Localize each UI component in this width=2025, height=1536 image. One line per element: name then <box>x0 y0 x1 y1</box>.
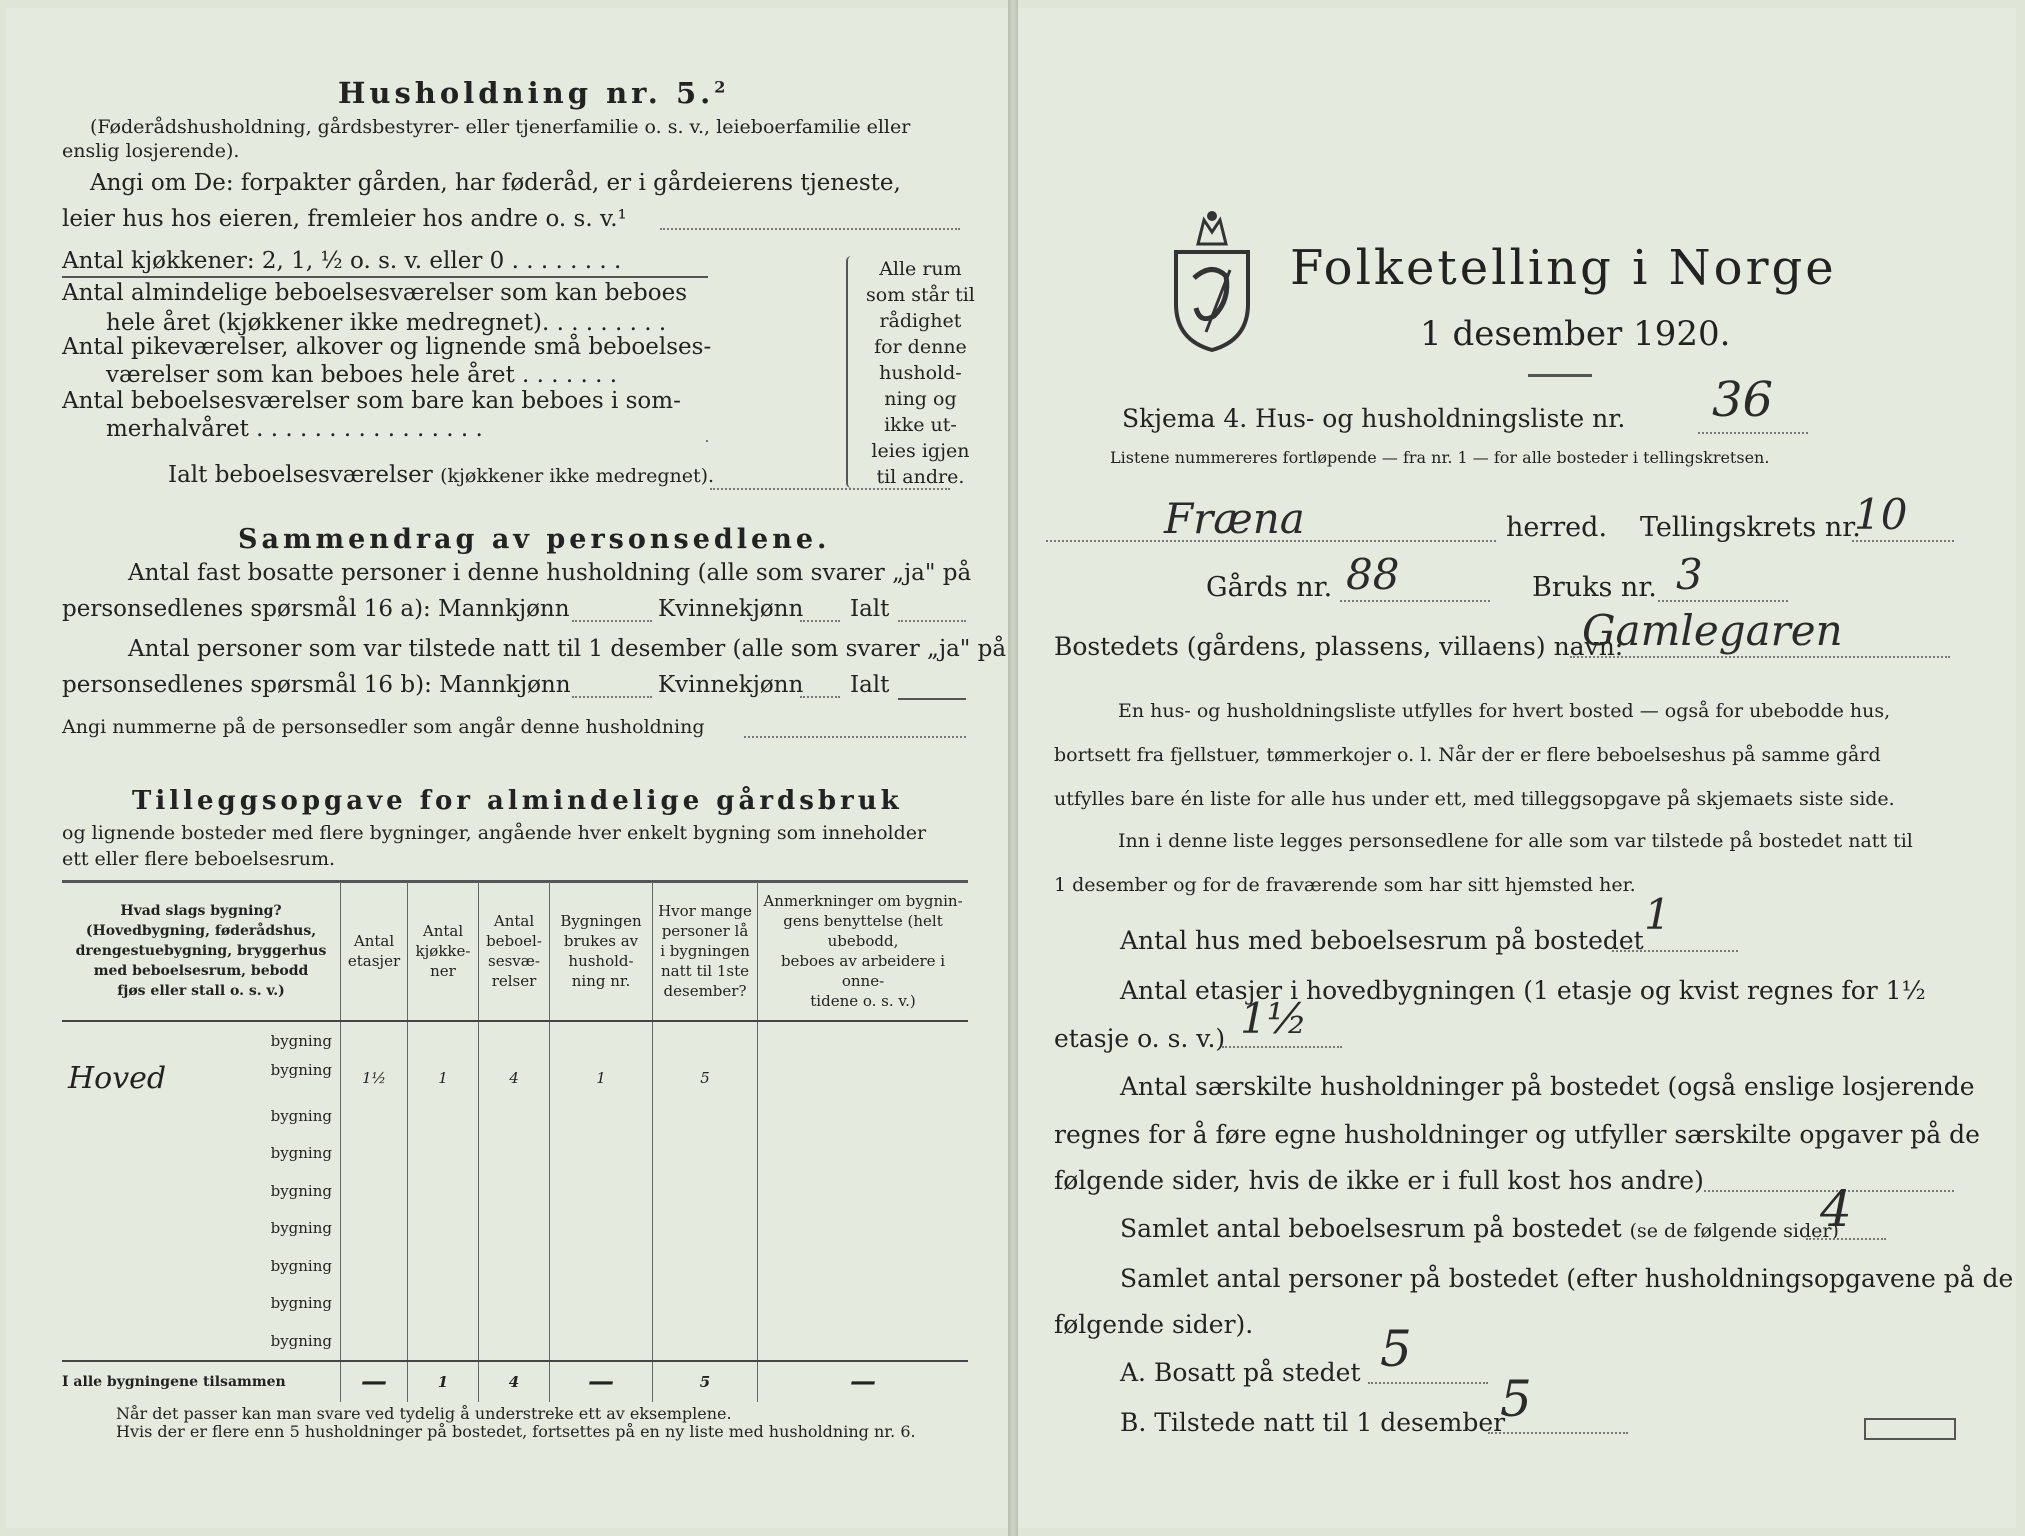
table-cell[interactable] <box>758 1135 969 1173</box>
q-etasjer-2: etasje o. s. v.) <box>1054 1024 1226 1053</box>
building-type-value: Hoved <box>68 1060 167 1096</box>
summary-kvinne-1: Kvinnekjønn <box>658 596 804 622</box>
bosted-label: Bostedets (gårdens, plassens, villaens) navn: <box>1054 632 1624 661</box>
table-row <box>62 1172 968 1210</box>
summary-line-4: personsedlenes spørsmål 16 b): Mannkjønn <box>62 672 571 698</box>
table-cell[interactable] <box>550 1322 653 1361</box>
col-header-vaerelser: Antal beboel- sesvæ- relser <box>479 882 550 1021</box>
summary-line-3: Antal personer som var tilstede natt til 1 desember (alle som svarer „ja" på <box>128 636 1007 662</box>
rooms-line-3: hele året (kjøkkener ikke medregnet). . . . . . . . . <box>106 310 667 336</box>
table-cell[interactable] <box>408 1135 479 1173</box>
herred-name[interactable]: Fræna <box>1164 494 1305 543</box>
rooms-line-2: Antal almindelige beboelsesværelser som kan beboes <box>62 280 688 306</box>
table-cell[interactable] <box>550 1172 653 1210</box>
q-hush-3: følgende sider, hvis de ikke er i full kost hos andre) <box>1054 1166 1704 1195</box>
summary-ialt-1: Ialt <box>850 596 890 622</box>
table-cell[interactable] <box>479 1322 550 1361</box>
table-cell[interactable] <box>758 1285 969 1323</box>
building-type-cell[interactable] <box>62 1021 341 1060</box>
page-fold <box>1008 0 1018 1536</box>
table-cell[interactable] <box>653 1210 758 1248</box>
building-type-cell[interactable] <box>62 1247 341 1285</box>
table-cell[interactable]: 1 <box>408 1060 479 1098</box>
summary-line-2: personsedlenes spørsmål 16 a): Mannkjønn <box>62 596 570 622</box>
skjema-label: Skjema 4. Hus- og husholdningsliste nr. <box>1122 404 1626 433</box>
col-header-type: Hvad slags bygning? (Hovedbygning, føderådshus, drengestuebygning, bryggerhus med beboelsesrum, bebodd fjøs eller stall o. s. v.) <box>62 882 341 1021</box>
right-page <box>1016 8 2016 1528</box>
col-header-personer: Hvor mange personer lå i bygningen natt til 1ste desember? <box>653 882 758 1021</box>
building-type-cell[interactable] <box>62 1060 341 1098</box>
total-husholdning: — <box>550 1361 653 1402</box>
para1-line-3: utfylles bare én liste for alle hus under ett, med tilleggsopgave på skjemaets siste side. <box>1054 788 1895 810</box>
tillegg-line-1: og lignende bosteder med flere bygninger, angående hver enkelt bygning som inneholder <box>62 822 927 844</box>
table-cell[interactable] <box>479 1021 550 1060</box>
building-type-cell[interactable] <box>62 1285 341 1323</box>
building-label: bygning <box>270 1294 332 1313</box>
table-cell[interactable] <box>408 1021 479 1060</box>
q-hush-2: regnes for å føre egne husholdninger og utfyller særskilte opgaver på de <box>1054 1120 1980 1149</box>
table-cell[interactable] <box>653 1247 758 1285</box>
brace <box>846 256 851 488</box>
q-etasjer-1: Antal etasjer i hovedbygningen (1 etasje og kvist regnes for 1½ <box>1120 976 1926 1005</box>
table-cell[interactable] <box>408 1322 479 1361</box>
total-personer: 5 <box>653 1361 758 1402</box>
table-cell[interactable] <box>341 1097 408 1135</box>
total-etasjer: — <box>341 1361 408 1402</box>
bosted-navn[interactable]: Gamlegaren <box>1582 606 1843 655</box>
table-cell[interactable] <box>479 1135 550 1173</box>
table-row <box>62 1097 968 1135</box>
table-cell[interactable] <box>550 1210 653 1248</box>
para2-line-2: 1 desember og for de fraværende som har sitt hjemsted her. <box>1054 874 1636 896</box>
table-cell[interactable] <box>653 1135 758 1173</box>
para1-line-1: En hus- og husholdningsliste utfylles for hvert bosted — også for ubebodde hus, <box>1118 700 1891 722</box>
total-kjokkener: 1 <box>408 1361 479 1402</box>
table-cell[interactable] <box>758 1322 969 1361</box>
table-row <box>62 1135 968 1173</box>
side-note: Alle rum som står til rådighet for denne hushold- ning og ikke ut- leies igjen til andre. <box>866 258 975 488</box>
angi-line-2: leier hus hos eieren, fremleier hos andre o. s. v.¹ <box>62 206 627 232</box>
table-row <box>62 1322 968 1361</box>
liste-nr[interactable]: 36 <box>1712 372 1774 428</box>
rooms-line-4: Antal pikeværelser, alkover og lignende små beboelses- <box>62 334 712 360</box>
table-cell[interactable]: 5 <box>653 1060 758 1098</box>
printer-stamp <box>1864 1418 1956 1440</box>
table-cell[interactable] <box>653 1322 758 1361</box>
intro-line-1: (Føderådshusholdning, gårdsbestyrer- eller tjenerfamilie o. s. v., leieboerfamilie eller <box>90 116 911 138</box>
table-cell[interactable] <box>758 1210 969 1248</box>
census-title: Folketelling i Norge <box>1290 240 1837 296</box>
summary-line-5: Angi nummerne på de personsedler som angår denne husholdning <box>62 716 705 738</box>
tellingskrets-nr[interactable]: 10 <box>1854 490 1908 539</box>
rooms-line-6: Antal beboelsesværelser som bare kan beboes i som- <box>62 388 681 414</box>
table-cell[interactable] <box>758 1172 969 1210</box>
table-cell[interactable] <box>341 1322 408 1361</box>
table-row <box>62 1060 968 1098</box>
coat-of-arms-icon <box>1170 204 1254 356</box>
col-header-husholdning: Bygningen brukes av hushold- ning nr. <box>550 882 653 1021</box>
table-cell[interactable] <box>341 1210 408 1248</box>
building-label: bygning <box>270 1181 332 1200</box>
rooms-line-5: værelser som kan beboes hele året . . . . . . . <box>106 362 618 388</box>
table-cell[interactable]: 1½ <box>341 1060 408 1098</box>
table-cell[interactable] <box>408 1285 479 1323</box>
building-label: bygning <box>270 1144 332 1163</box>
table-cell[interactable] <box>550 1285 653 1323</box>
table-cell[interactable] <box>479 1247 550 1285</box>
census-date: 1 desember 1920. <box>1420 314 1731 354</box>
listene-note: Listene nummereres fortløpende — fra nr. 1 — for alle bosteder i tellingskretsen. <box>1110 448 1770 467</box>
table-cell[interactable] <box>653 1172 758 1210</box>
table-row <box>62 1021 968 1060</box>
tillegg-line-2: ett eller flere beboelsesrum. <box>62 848 336 870</box>
table-cell[interactable] <box>550 1097 653 1135</box>
gards-label: Gårds nr. <box>1206 572 1333 603</box>
total-anmerkninger: — <box>758 1361 969 1402</box>
gards-nr[interactable]: 88 <box>1346 550 1400 599</box>
q-hush-1: Antal særskilte husholdninger på bostedet (også enslige losjerende <box>1120 1072 1975 1101</box>
table-cell[interactable] <box>758 1247 969 1285</box>
q-rum: Samlet antal beboelsesrum på bostedet (se de følgende sider) <box>1120 1214 1839 1243</box>
table-row <box>62 1247 968 1285</box>
building-table <box>62 882 968 1402</box>
table-cell[interactable] <box>479 1210 550 1248</box>
footnote-2: Hvis der er flere enn 5 husholdninger på bostedet, fortsettes på en ny liste med husholdning nr. 6. <box>116 1422 916 1441</box>
a-rum[interactable]: 4 <box>1820 1180 1852 1238</box>
bruks-label: Bruks nr. <box>1532 572 1657 603</box>
building-label: bygning <box>270 1106 332 1125</box>
summary-kvinne-2: Kvinnekjønn <box>658 672 804 698</box>
building-label: bygning <box>270 1219 332 1238</box>
table-cell[interactable] <box>758 1097 969 1135</box>
summary-line-1: Antal fast bosatte personer i denne husholdning (alle som svarer „ja" på <box>128 560 972 586</box>
tillegg-heading: Tilleggsopgave for almindelige gårdsbruk <box>132 786 903 816</box>
q-hus: Antal hus med beboelsesrum på bostedet <box>1120 926 1644 955</box>
para1-line-2: bortsett fra fjellstuer, tømmerkojer o. l. Når der er flere beboelseshus på samme gård <box>1054 744 1881 766</box>
building-label: bygning <box>270 1060 332 1079</box>
table-cell[interactable] <box>341 1285 408 1323</box>
table-cell[interactable] <box>758 1060 969 1098</box>
table-cell[interactable] <box>341 1172 408 1210</box>
b-val[interactable]: 5 <box>1500 1370 1532 1428</box>
table-cell[interactable] <box>408 1247 479 1285</box>
rooms-line-7: merhalvåret . . . . . . . . . . . . . . . . <box>106 416 483 442</box>
col-header-kjokkener: Antal kjøkke- ner <box>408 882 479 1021</box>
table-cell[interactable] <box>550 1247 653 1285</box>
table-cell[interactable]: 1 <box>550 1060 653 1098</box>
summary-ialt-2: Ialt <box>850 672 890 698</box>
building-type-cell[interactable] <box>62 1210 341 1248</box>
herred-label: herred. <box>1506 512 1608 543</box>
table-cell[interactable] <box>653 1097 758 1135</box>
totals-row <box>62 1361 968 1402</box>
table-cell[interactable] <box>653 1021 758 1060</box>
household-title: Husholdning nr. 5.$^2$ <box>338 76 730 110</box>
q-pers-1: Samlet antal personer på bostedet (efter husholdningsopgavene på de <box>1120 1264 2014 1293</box>
building-type-cell[interactable] <box>62 1135 341 1173</box>
rooms-line-1: Antal kjøkkener: 2, 1, ½ o. s. v. eller 0 . . . . . . . . <box>62 248 622 274</box>
footnote-1: Når det passer kan man svare ved tydelig å understreke ett av eksemplene. <box>116 1404 732 1423</box>
b-label: B. Tilstede natt til 1 desember <box>1120 1408 1506 1437</box>
table-cell[interactable] <box>479 1285 550 1323</box>
building-type-cell[interactable] <box>62 1172 341 1210</box>
table-cell[interactable] <box>341 1135 408 1173</box>
table-cell[interactable] <box>408 1097 479 1135</box>
table-cell[interactable] <box>341 1247 408 1285</box>
tellingskrets-label: Tellingskrets nr. <box>1640 512 1861 543</box>
table-cell[interactable] <box>408 1172 479 1210</box>
table-cell[interactable] <box>479 1097 550 1135</box>
table-row <box>62 1285 968 1323</box>
table-cell[interactable] <box>408 1210 479 1248</box>
bruks-nr[interactable]: 3 <box>1676 550 1703 599</box>
table-cell[interactable] <box>479 1172 550 1210</box>
table-cell[interactable]: 4 <box>479 1060 550 1098</box>
col-header-anmerkninger: Anmerkninger om bygnin- gens benyttelse (helt ubebodd, beboes av arbeidere i onne- tidene o. s. v.) <box>758 882 969 1021</box>
table-cell[interactable] <box>341 1021 408 1060</box>
table-cell[interactable] <box>550 1021 653 1060</box>
a-etasjer[interactable]: 1½ <box>1240 994 1308 1043</box>
table-cell[interactable] <box>550 1135 653 1173</box>
table-cell[interactable] <box>758 1021 969 1060</box>
building-type-cell[interactable] <box>62 1097 341 1135</box>
para2-line-1: Inn i denne liste legges personsedlene for alle som var tilstede på bostedet natt til <box>1118 830 1913 852</box>
building-label: bygning <box>270 1331 332 1350</box>
a-hus[interactable]: 1 <box>1644 890 1671 939</box>
intro-line-2: enslig losjerende). <box>62 140 240 162</box>
total-vaerelser: 4 <box>479 1361 550 1402</box>
summary-heading: Sammendrag av personsedlene. <box>238 524 831 555</box>
totals-label: I alle bygningene tilsammen <box>62 1361 341 1402</box>
ialt-label: Ialt beboelsesværelser (kjøkkener ikke medregnet). <box>168 462 715 488</box>
building-label: bygning <box>270 1256 332 1275</box>
angi-line-1: Angi om De: forpakter gården, har føderåd, er i gårdeierens tjeneste, <box>90 170 901 196</box>
a-label: A. Bosatt på stedet <box>1120 1358 1361 1387</box>
col-header-etasjer: Antal etasjer <box>341 882 408 1021</box>
a-val[interactable]: 5 <box>1380 1320 1412 1378</box>
q-pers-2: følgende sider). <box>1054 1310 1254 1339</box>
table-row <box>62 1210 968 1248</box>
building-label: bygning <box>270 1031 332 1050</box>
table-cell[interactable] <box>653 1285 758 1323</box>
building-type-cell[interactable] <box>62 1322 341 1361</box>
